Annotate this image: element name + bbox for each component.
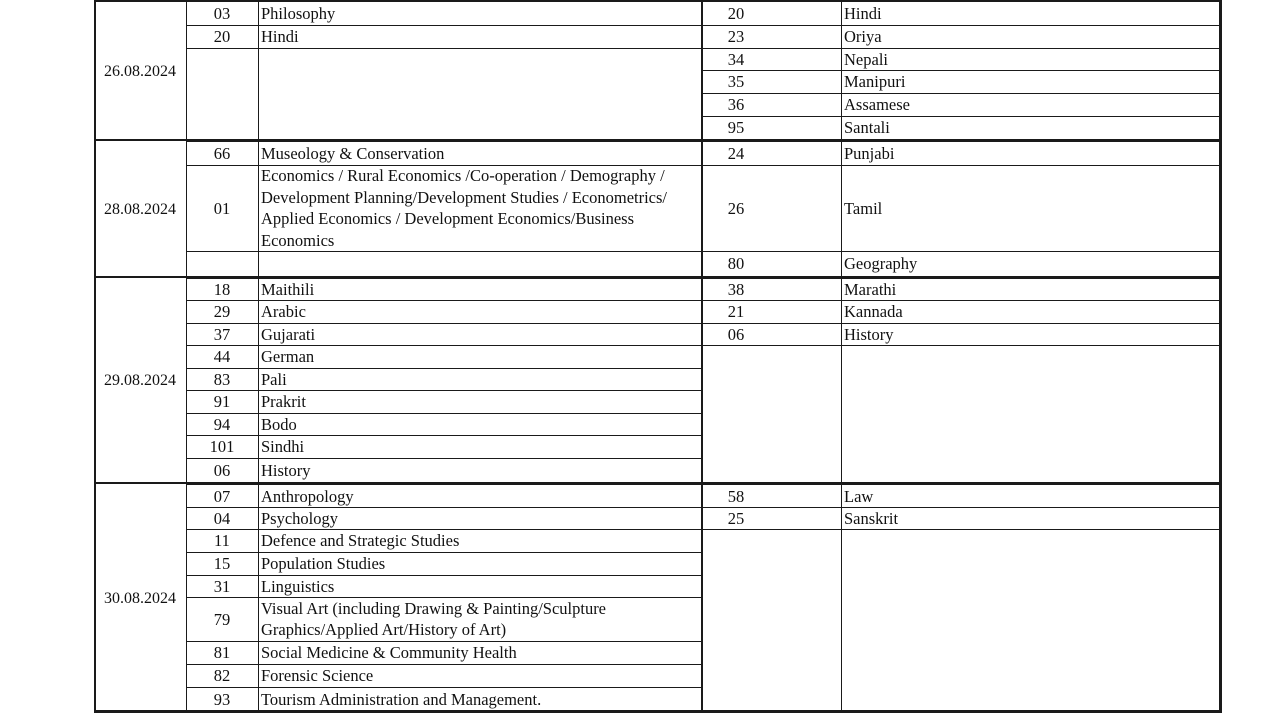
paper-subject: Sindhi: [261, 437, 305, 456]
paper-code: 07: [213, 486, 231, 506]
paper-subject: Kannada: [844, 302, 903, 321]
paper-code: 15: [213, 554, 231, 573]
paper-code: 38: [727, 280, 745, 299]
paper-subject: Geography: [844, 254, 918, 273]
row-divider: [701, 507, 1222, 508]
row-divider: [701, 93, 1222, 94]
paper-code: 20: [727, 4, 745, 23]
row-divider: [186, 25, 701, 26]
paper-subject: Defence and Strategic Studies: [261, 531, 460, 550]
paper-code: 58: [727, 486, 745, 506]
row-divider: [186, 413, 701, 414]
paper-code: 44: [213, 347, 231, 366]
paper-code: 79: [213, 609, 231, 629]
paper-code: 94: [213, 414, 231, 434]
row-divider: [701, 25, 1222, 26]
paper-subject: Pali: [261, 369, 287, 389]
paper-code: 31: [213, 576, 231, 596]
paper-code: 34: [727, 49, 745, 69]
paper-subject: Oriya: [844, 27, 882, 46]
paper-code: 24: [727, 144, 745, 163]
paper-subject: Museology & Conservation: [261, 144, 445, 163]
paper-code: 11: [214, 531, 230, 550]
exam-date: 28.08.2024: [104, 200, 176, 218]
row-divider: [701, 323, 1222, 324]
paper-code: 04: [213, 508, 231, 528]
paper-code: 95: [727, 118, 745, 137]
row-divider: [186, 529, 701, 530]
table-border-left: [94, 0, 96, 713]
row-divider: [186, 575, 701, 576]
row-divider: [186, 345, 701, 346]
paper-subject: Tourism Administration and Management.: [261, 689, 542, 709]
column-divider-center: [701, 0, 703, 711]
paper-code: 66: [213, 144, 231, 163]
paper-code: 29: [213, 302, 231, 321]
row-divider: [186, 48, 701, 49]
paper-subject: Forensic Science: [261, 666, 374, 685]
paper-subject: German: [261, 347, 315, 366]
paper-code: 35: [727, 72, 745, 91]
row-divider: [186, 300, 701, 301]
paper-subject: Anthropology: [261, 486, 354, 506]
paper-code: 26: [727, 198, 745, 218]
row-divider: [186, 458, 701, 459]
paper-subject: Law: [844, 486, 874, 506]
paper-code: 25: [727, 508, 745, 528]
row-divider: [186, 641, 701, 642]
paper-subject: Gujarati: [261, 324, 316, 344]
row-divider: [186, 687, 701, 688]
paper-subject: Prakrit: [261, 392, 306, 411]
paper-subject: Linguistics: [261, 576, 335, 596]
paper-code: 101: [209, 437, 235, 456]
paper-code: 82: [213, 666, 231, 685]
paper-subject: Social Medicine & Community Health: [261, 643, 517, 662]
paper-code: 23: [727, 27, 745, 46]
block-separator-inner: [186, 484, 1222, 485]
paper-code: 36: [727, 95, 745, 114]
row-divider: [701, 300, 1222, 301]
row-divider: [701, 70, 1222, 71]
paper-subject: History: [844, 324, 894, 344]
paper-code: 06: [213, 460, 231, 480]
table-border-bottom: [94, 710, 1222, 713]
row-divider: [186, 507, 701, 508]
row-divider: [701, 116, 1222, 117]
paper-code: 20: [213, 27, 231, 46]
paper-code: 81: [213, 643, 231, 662]
paper-code: 18: [213, 280, 231, 299]
paper-subject: Hindi: [261, 27, 299, 46]
paper-subject: Marathi: [844, 280, 897, 299]
paper-subject: Santali: [844, 118, 890, 137]
row-divider: [701, 48, 1222, 49]
exam-date: 26.08.2024: [104, 62, 176, 80]
paper-code: 83: [213, 369, 231, 389]
paper-subject: Economics / Rural Economics /Co-operation / Demography / Development Planning/Development Studies / Econometrics/ Applied Economics / Development Economics/Business Economics: [261, 166, 668, 250]
column-divider: [841, 0, 842, 711]
row-divider: [701, 345, 1222, 346]
paper-subject: Tamil: [844, 198, 883, 218]
paper-subject: Manipuri: [844, 72, 906, 91]
paper-code: 93: [213, 689, 231, 709]
paper-subject: Assamese: [844, 95, 910, 114]
exam-date: 29.08.2024: [104, 372, 176, 389]
paper-subject: Population Studies: [261, 554, 386, 573]
row-divider: [186, 390, 701, 391]
table-border-top: [94, 0, 1222, 2]
paper-code: 80: [727, 254, 745, 273]
paper-subject: Bodo: [261, 414, 297, 434]
paper-subject: Philosophy: [261, 4, 336, 23]
paper-code: 03: [213, 4, 231, 23]
block-separator-inner: [186, 278, 1222, 279]
paper-subject: Nepali: [844, 49, 888, 69]
row-divider: [186, 435, 701, 436]
paper-code: 21: [727, 302, 745, 321]
block-separator-inner: [186, 141, 1222, 142]
row-divider: [186, 597, 701, 598]
paper-subject: Maithili: [261, 280, 315, 299]
paper-subject: Punjabi: [844, 144, 895, 163]
paper-subject: Arabic: [261, 302, 306, 321]
row-divider: [186, 552, 701, 553]
paper-subject: Visual Art (including Drawing & Painting/Sculpture Graphics/Applied Art/History of Art): [261, 598, 607, 639]
row-divider: [186, 165, 701, 166]
row-divider: [701, 251, 1222, 252]
row-divider: [701, 165, 1222, 166]
paper-code: 91: [213, 392, 231, 411]
column-divider: [186, 0, 187, 711]
exam-schedule-table: [94, 0, 1222, 713]
paper-subject: History: [261, 460, 311, 480]
exam-date: 30.08.2024: [104, 589, 176, 607]
row-divider: [186, 368, 701, 369]
row-divider: [701, 529, 1222, 530]
paper-code: 37: [213, 324, 231, 344]
paper-code: 01: [213, 198, 231, 218]
table-border-right: [1219, 0, 1222, 713]
paper-subject: Psychology: [261, 508, 339, 528]
paper-subject: Sanskrit: [844, 508, 899, 528]
row-divider: [186, 664, 701, 665]
column-divider: [258, 0, 259, 711]
row-divider: [186, 251, 701, 252]
row-divider: [186, 323, 701, 324]
paper-subject: Hindi: [844, 4, 882, 23]
paper-code: 06: [727, 324, 745, 344]
